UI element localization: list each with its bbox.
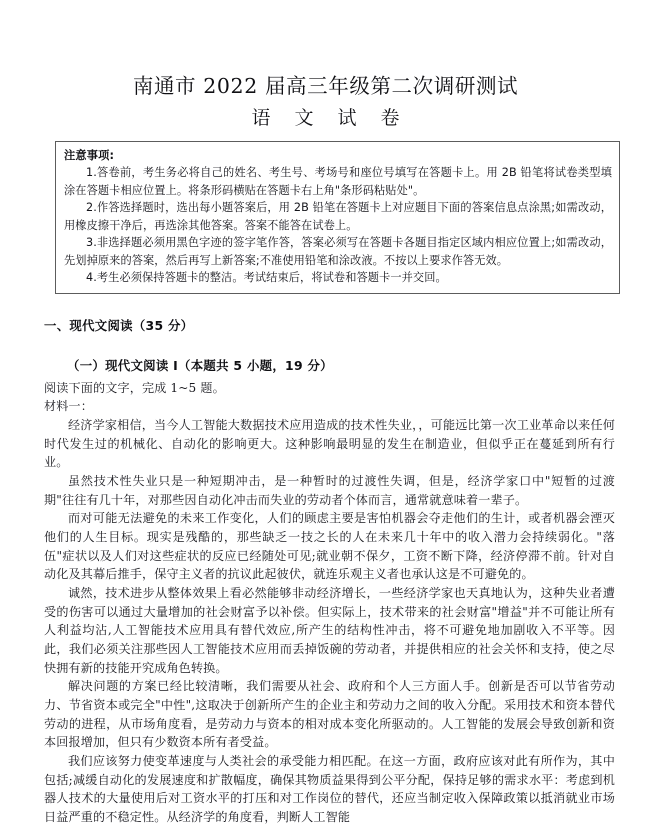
- notice-item-3: 3.非选择题必须用黑色字迹的签字笔作答，答案必须写在答题卡各题目指定区域内相应位置上;如需改动，先划掉原来的答案，然后再写上新答案;不准使用铅笔和涂改液。不按以上要求作答无效。: [64, 236, 612, 267]
- passage-paragraph: 而对可能无法避免的未来工作变化，人们的顾虑主要是害怕机器会夺走他们的生计，或者机器会湮灭他们的人生目标。现实是残酷的，那些缺乏一技之长的人在未来几十年中的收入潜力会持续弱化。"落伍"症状以及人们对这些症状的反应已经随处可见;就业朝不保夕，工资不断下降，经济停滞不前。针对自动化及其幕后推手，保守主义者的抗议此起彼伏，就连乐观主义者也承认这是不可避免的。: [44, 511, 615, 582]
- passage-paragraph: 经济学家相信，当今人工智能大数据技术应用造成的技术性失业，，可能远比第一次工业革命以来任何时代发生过的机械化、自动化的影响更大。这种影响最明显的发生在制造业，但似乎正在蔓延到所有行业。: [44, 417, 615, 470]
- notice-heading: 注意事项:: [64, 149, 115, 163]
- subsection-heading-reading-one: （一）现代文阅读 I（本题共 5 小题，19 分）: [67, 358, 333, 374]
- passage-paragraph: 解决问题的方案已经比较清晰，我们需要从社会、政府和个人三方面人手。创新是否可以节省劳动力、节省资本或完全"中性",这取决于创新所产生的企业主和劳动力之间的收入分配。采用技术和资本替代劳动的进程，从市场角度看，是劳动力与资本的相对成本变化所驱动的。人工智能的发展会导致创新和资本回报增加，但只有少数资本所有者受益。: [44, 679, 615, 750]
- passage-paragraph: 我们应该努力使变革速度与人类社会的承受能力相匹配。在这一方面，政府应该对此有所作为，其中包括;减缓自动化的发展速度和扩散幅度，确保其物质益果得到公平分配，保持足够的需求水平：考虑到机器人技术的大量使用后对工资水平的打压和对工作岗位的替代，还应当制定收入保障政策以抵消就业市场日益严重的不稳定性。从经济学的角度看，判断人工智能: [44, 754, 615, 825]
- page-subtitle: 语 文 试 卷: [251, 106, 409, 129]
- notice-item-1: 1.答卷前，考生务必将自己的姓名、考生号、考场号和座位号填写在答题卡上。用 2B 铅笔将试卷类型填涂在答题卡相应位置上。将条形码横贴在答题卡右上角"条形码粘贴处"。: [64, 166, 612, 197]
- title-block: [0, 0, 651, 132]
- page-title: 南通市 2022 届高三年级第二次调研测试: [132, 74, 519, 98]
- section-heading-part-one: 一、现代文阅读（35 分）: [44, 317, 194, 333]
- passage-body: [44, 379, 615, 827]
- passage-paragraph: 虽然技术性失业只是一种短期冲击，是一种暂时的过渡性失调，但是，经济学家口中"短暂的过渡期"往往有几十年，对那些因自动化冲击而失业的劳动者个体而言，通常就意味着一辈子。: [44, 473, 615, 507]
- reading-instruction: 阅读下面的文字，完成 1~5 题。: [44, 380, 225, 395]
- notice-box: [55, 141, 620, 293]
- notice-item-4: 4.考生必须保持答题卡的整洁。考试结束后，将试卷和答题卡一并交回。: [86, 271, 447, 285]
- notice-item-2: 2.作答选择题时，选出每小题答案后，用 2B 铅笔在答题卡上对应题目下面的答案信息点涂黑;如需改动，用橡皮擦干净后，再选涂其他答案。答案不能答在试卷上。: [64, 201, 612, 232]
- material-label: 材料一：: [44, 399, 93, 414]
- passage-paragraph: 诚然，技术进步从整体效果上看必然能够非动经济增长，一些经济学家也天真地认为，这种失业者遭受的伤害可以通过大量增加的社会财富予以补偿。但实际上，技术带来的社会财富"增益"并不可能让所有人利益均沾,人工智能技术应用具有替代效应,所产生的结构性冲击，将不可避免地加剧收入不平等。因此，我们必须关注那些因人工智能技术应用而丢掉饭碗的劳动者，并提供相应的社会关怀和支持，使之尽快拥有新的技能开究成角色转换。: [44, 586, 615, 675]
